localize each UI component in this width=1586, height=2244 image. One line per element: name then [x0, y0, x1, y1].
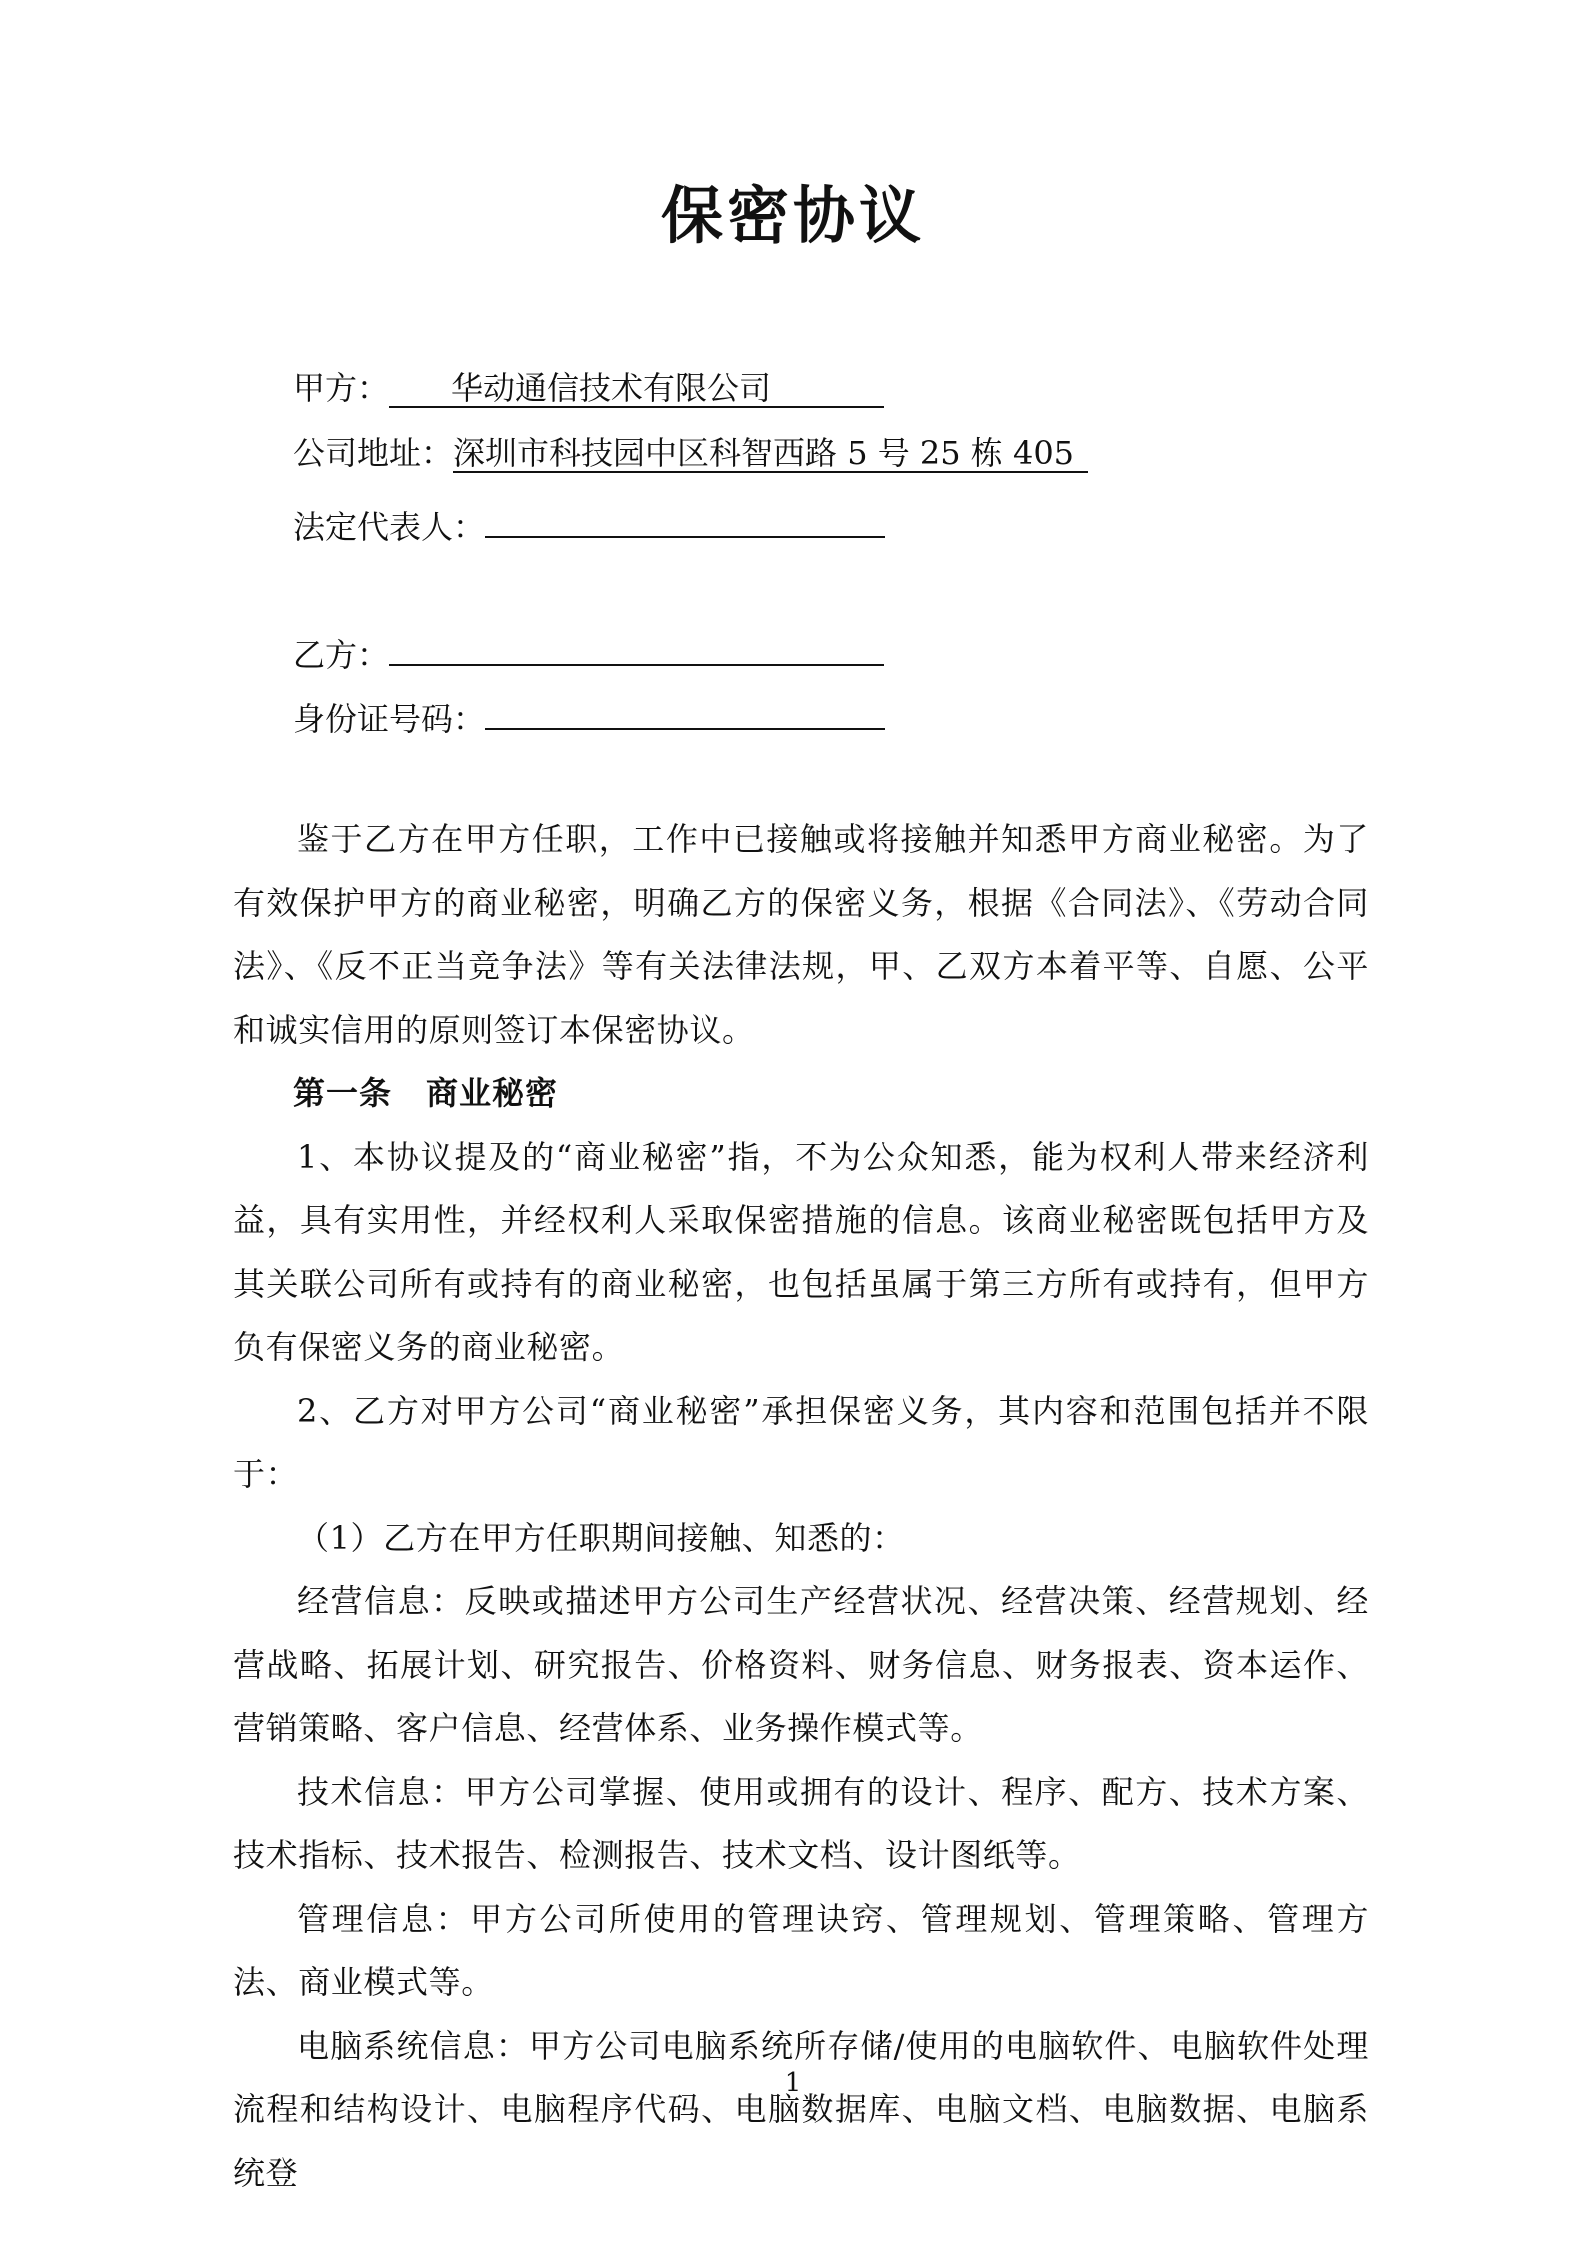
technical-info-paragraph: 技术信息：甲方公司掌握、使用或拥有的设计、程序、配方、技术方案、技术指标、技术报告、检测报告、技术文档、设计图纸等。	[233, 1772, 1369, 1874]
id-number-field	[293, 692, 885, 738]
address-label: 公司地址：	[293, 434, 454, 472]
party-b-field	[293, 628, 884, 674]
legal-rep-field	[293, 500, 885, 546]
legal-rep-blank-line	[485, 500, 885, 538]
preamble-paragraph: 鉴于乙方在甲方任职，工作中已接触或将接触并知悉甲方商业秘密。为了有效保护甲方的商业秘密，明确乙方的保密义务，根据《合同法》、《劳动合同法》、《反不正当竞争法》等有关法律法规，甲、乙双方本着平等、自愿、公平和诚实信用的原则签订本保密协议。	[233, 820, 1369, 1049]
party-a-value-line	[389, 369, 884, 408]
party-a-field	[293, 369, 884, 408]
party-b-blank-line	[389, 628, 884, 666]
management-info-paragraph: 管理信息：甲方公司所使用的管理诀窍、管理规划、管理策略、管理方法、商业模式等。	[233, 1899, 1369, 2001]
address-value: 深圳市科技园中区科智西路 5 号 25 栋 405	[453, 437, 1088, 473]
party-b-label: 乙方：	[293, 636, 390, 674]
party-a-label: 甲方：	[293, 369, 390, 407]
page-number: 1	[784, 2068, 802, 2098]
article-1-number: 第一条	[293, 1074, 393, 1112]
computer-info-paragraph: 电脑系统信息：甲方公司电脑系统所存储/使用的电脑软件、电脑软件处理流程和结构设计、电脑程序代码、电脑数据库、电脑文档、电脑数据、电脑系统登	[233, 2026, 1369, 2192]
article-1-heading	[233, 1062, 1369, 1126]
address-field	[293, 434, 1088, 473]
sub-item-1-paragraph: （1）乙方在甲方任职期间接触、知悉的：	[297, 1518, 905, 1557]
id-number-label: 身份证号码：	[293, 700, 486, 738]
page-title: 保密协议	[660, 179, 925, 252]
business-info-paragraph: 经营信息：反映或描述甲方公司生产经营状况、经营决策、经营规划、经营战略、拓展计划、研究报告、价格资料、财务信息、财务报表、资本运作、营销策略、客户信息、经营体系、业务操作模式等。	[233, 1582, 1369, 1747]
clause-2-paragraph: 2、乙方对甲方公司“商业秘密”承担保密义务，其内容和范围包括并不限于：	[233, 1391, 1369, 1493]
clause-1-paragraph: 1、本协议提及的“商业秘密”指，不为公众知悉，能为权利人带来经济利益，具有实用性，并经权利人采取保密措施的信息。该商业秘密既包括甲方及其关联公司所有或持有的商业秘密，也包括虽属于第三方所有或持有，但甲方负有保密义务的商业秘密。	[233, 1137, 1369, 1366]
document-body	[233, 808, 1369, 2205]
id-number-blank-line	[485, 692, 885, 730]
article-1-title: 商业秘密	[426, 1074, 559, 1112]
legal-rep-label: 法定代表人：	[293, 508, 486, 546]
party-a-value: 华动通信技术有限公司	[451, 369, 772, 407]
